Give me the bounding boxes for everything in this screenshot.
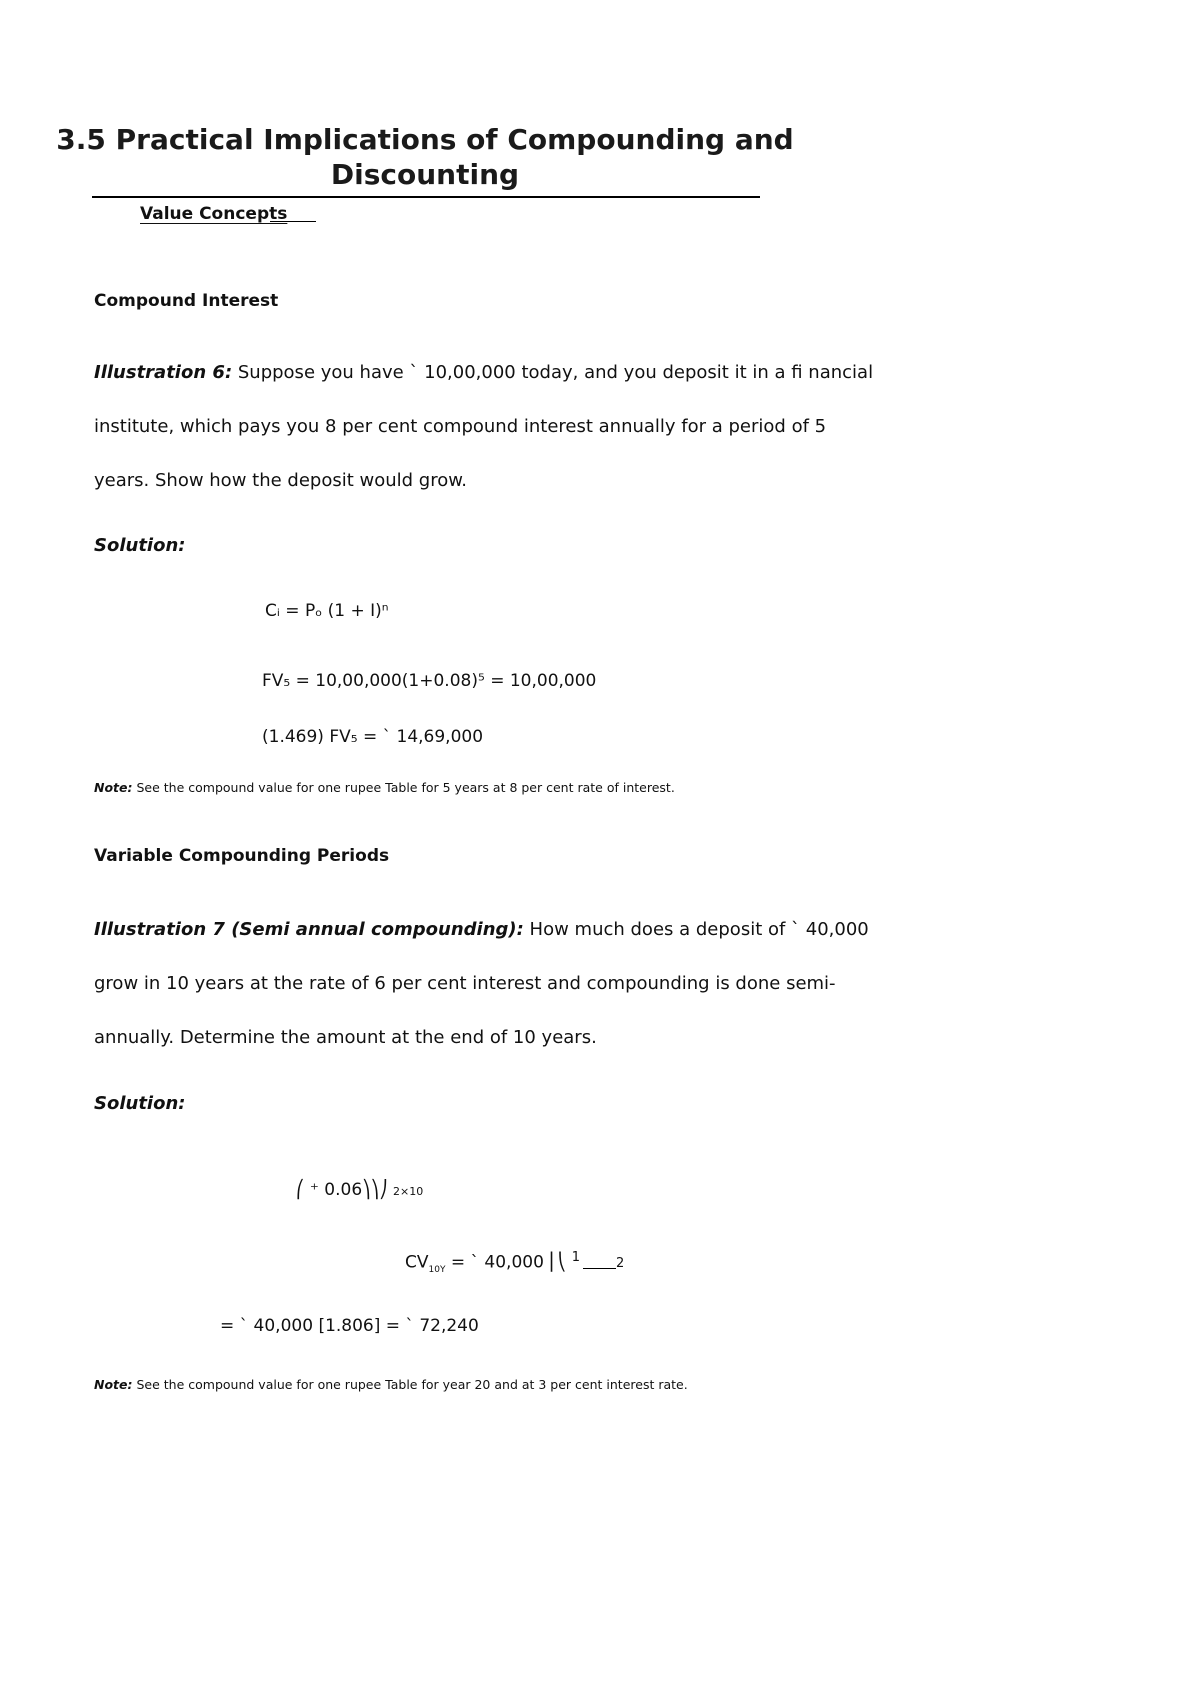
formula-mid-denominator: 2 <box>616 1256 625 1271</box>
formula-semiannual-top <box>296 1180 423 1200</box>
formula-semiannual-mid <box>405 1250 580 1275</box>
formula-cv-label: CV <box>405 1252 429 1273</box>
formula-fv5-result: (1.469) FV₅ = ` 14,69,000 <box>262 727 484 747</box>
value-concepts-subheading: Value Concepts <box>140 204 288 224</box>
formula-fv5: FV₅ = 10,00,000(1+0.08)⁵ = 10,00,000 <box>262 671 597 691</box>
note1 <box>94 780 675 795</box>
solution2-label: Solution: <box>94 1093 186 1114</box>
variable-compounding-heading: Variable Compounding Periods <box>94 846 390 866</box>
note2-label: Note: <box>94 1377 133 1392</box>
note2 <box>94 1377 688 1392</box>
page-title-line2: Discounting <box>330 158 520 191</box>
illustration7-line3: annually. Determine the amount at the end of 10 years. <box>94 1027 597 1048</box>
page-title-line1: 3.5 Practical Implications of Compounding and <box>56 123 794 156</box>
illustration6-text1: Suppose you have ` 10,00,000 today, and you deposit it in a fi nancial <box>232 362 874 383</box>
illustration7-text1: How much does a deposit of ` 40,000 <box>523 919 869 940</box>
note2-text: See the compound value for one rupee Table for year 20 and at 3 per cent interest rate. <box>132 1377 688 1392</box>
illustration6-line3: years. Show how the deposit would grow. <box>94 470 468 491</box>
illustration7-line2: grow in 10 years at the rate of 6 per cent interest and compounding is done semi- <box>94 973 836 994</box>
formula-compound-value: Cᵢ = Pₒ (1 + I)ⁿ <box>265 601 389 621</box>
formula-semiannual-result: = ` 40,000 [1.806] = ` 72,240 <box>220 1316 479 1336</box>
subheading-underline-tail <box>270 221 316 222</box>
formula-mid-one: 1 <box>571 1250 580 1265</box>
illustration7-line1 <box>94 919 869 940</box>
illustration7-label: Illustration 7 (Semi annual compounding): <box>94 919 524 940</box>
formula-top-text: ⎛ ⁺ 0.06⎞⎞⎠ <box>296 1180 388 1200</box>
formula-mid-right: = ` 40,000 ⎜⎝ <box>445 1252 567 1273</box>
formula-fraction-bar <box>583 1268 616 1269</box>
note1-label: Note: <box>94 780 133 795</box>
compound-interest-heading: Compound Interest <box>94 291 279 311</box>
illustration6-label: Illustration 6: <box>94 362 233 383</box>
illustration6-line1 <box>94 362 873 383</box>
formula-top-exponent: 2×10 <box>393 1185 424 1198</box>
illustration6-line2: institute, which pays you 8 per cent compound interest annually for a period of 5 <box>94 416 827 437</box>
title-rule <box>92 196 760 198</box>
solution1-label: Solution: <box>94 535 186 556</box>
formula-cv-sub: 10Y <box>428 1265 446 1276</box>
note1-text: See the compound value for one rupee Table for 5 years at 8 per cent rate of interest. <box>132 780 675 795</box>
